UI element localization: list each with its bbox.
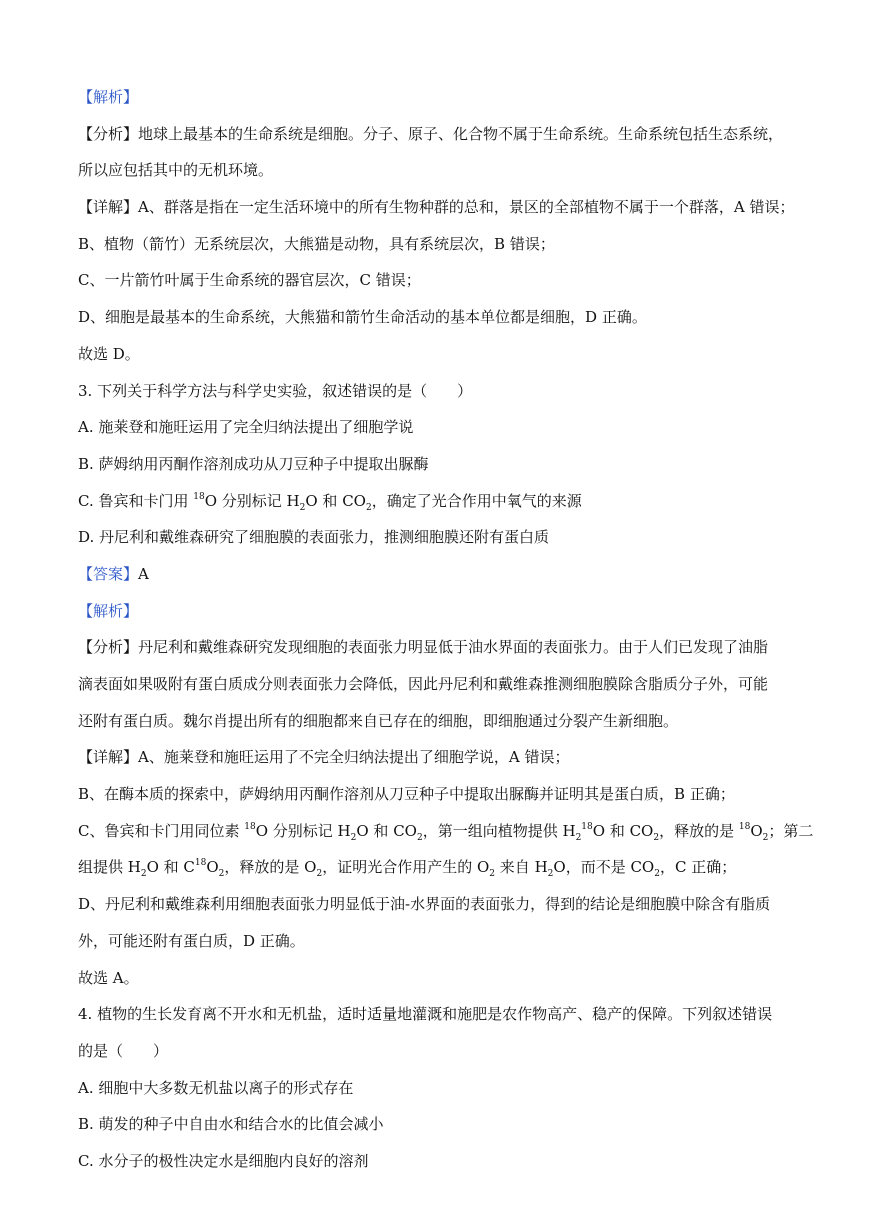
text-run: O 和 CO [592, 821, 654, 840]
text-run: O 分别标记 H [204, 491, 300, 510]
subscript: 2 [762, 832, 769, 843]
fenxi-tag: 【分析】 [78, 124, 139, 143]
subscript: 2 [140, 869, 147, 880]
superscript: 18 [194, 858, 207, 869]
xiangjie-tag: 【详解】 [78, 748, 139, 767]
option-c: C. 水分子的极性决定水是细胞内良好的溶剂 [78, 1151, 369, 1170]
subscript: 2 [365, 502, 372, 513]
text-run: ，证明光合作用产生的 O [322, 858, 490, 877]
question-stem: 的是（ ） [78, 1041, 169, 1060]
fenxi-text: 丹尼利和戴维森研究发现细胞的表面张力明显低于油水界面的表面张力。由于人们已发现了油脂 [138, 638, 769, 657]
detail-text: A、群落是指在一定生活环境中的所有生物种群的总和，景区的全部植物不属于一个群落，A 错误； [138, 198, 795, 217]
detail-text: A、施莱登和施旺运用了不完全归纳法提出了细胞学说，A 错误； [138, 748, 570, 767]
detail-line: 外，可能还附有蛋白质，D 正确。 [78, 931, 305, 950]
text-run: O 分别标记 H [255, 821, 351, 840]
detail-line: D、细胞是最基本的生命系统，大熊猫和箭竹生命活动的基本单位都是细胞，D 正确。 [78, 308, 647, 327]
detail-line: B、在酶本质的探索中，萨姆纳用丙酮作溶剂从刀豆种子中提取出脲酶并证明其是蛋白质，B 正确； [78, 785, 735, 804]
text-run: O [750, 821, 763, 840]
question-stem: 4. 植物的生长发育离不开水和无机盐，适时适量地灌溉和施肥是农作物高产、稳产的保障。下列叙述错误 [78, 1005, 773, 1024]
fenxi-tag: 【分析】 [78, 638, 139, 657]
fenxi-text: 地球上最基本的生命系统是细胞。分子、原子、化合物不属于生命系统。生命系统包括生态系统， [138, 124, 784, 143]
subscript: 2 [653, 832, 660, 843]
text-run: O，而不是 CO [553, 858, 655, 877]
text-run: ，释放的是 [659, 821, 739, 840]
detail-line: D、丹尼利和戴维森利用细胞表面张力明显低于油-水界面的表面张力，得到的结论是细胞膜中除含有脂质 [78, 895, 771, 914]
text-run: ，第一组向植物提供 H [422, 821, 576, 840]
subscript: 2 [547, 869, 554, 880]
option-b: B. 萨姆纳用丙酮作溶剂成功从刀豆种子中提取出脲酶 [78, 454, 429, 473]
text-run: ，确定了光合作用中氧气的来源 [371, 491, 582, 510]
detail-line [78, 196, 796, 218]
text-run: ；第二 [768, 821, 814, 840]
detail-line [78, 820, 814, 843]
text-run: C、鲁宾和卡门用同位素 [78, 821, 245, 840]
detail-line [78, 746, 796, 768]
option-d: D. 丹尼利和戴维森研究了细胞膜的表面张力，推测细胞膜还附有蛋白质 [78, 528, 550, 547]
superscript: 18 [581, 821, 593, 832]
subscript: 2 [654, 869, 660, 880]
subscript: 2 [316, 869, 323, 880]
detail-line: C、一片箭竹叶属于生命系统的器官层次，C 错误； [78, 271, 421, 290]
text-run: O 和 C [146, 858, 195, 877]
fenxi-paragraph-line: 滴表面如果吸附有蛋白质成分则表面张力会降低，因此丹尼利和戴维森推测细胞膜除含脂质分子外，可能 [78, 675, 769, 693]
xiangjie-tag: 【详解】 [78, 198, 139, 217]
text-run: C. 鲁宾和卡门用 [78, 491, 194, 510]
superscript: 18 [244, 821, 256, 832]
subscript: 2 [575, 832, 582, 843]
superscript: 18 [738, 821, 751, 832]
fenxi-paragraph-line: 所以应包括其中的无机环境。 [78, 161, 274, 180]
subscript: 2 [489, 869, 496, 880]
text-run: ，释放的是 O [224, 858, 317, 877]
choice-line: 故选 A。 [78, 968, 139, 987]
fenxi-paragraph-line [78, 123, 796, 145]
subscript: 2 [299, 502, 306, 513]
question-stem: 3. 下列关于科学方法与科学史实验，叙述错误的是（ ） [78, 381, 473, 400]
text-run: O 和 CO [305, 491, 366, 510]
subscript: 2 [416, 832, 423, 843]
subscript: 2 [218, 869, 225, 880]
text-run: O [206, 858, 219, 877]
text-run: O 和 CO [356, 821, 417, 840]
fenxi-paragraph-line: 还附有蛋白质。魏尔肖提出所有的细胞都来自已存在的细胞，即细胞通过分裂产生新细胞。 [78, 711, 679, 730]
text-run: 组提供 H [78, 858, 141, 877]
daan-tag: 【答案】 [78, 564, 139, 583]
answer-value: A [138, 564, 149, 583]
jiexi-tag: 【解析】 [78, 88, 139, 106]
document-body [78, 86, 814, 1187]
jiexi-tag: 【解析】 [78, 601, 139, 620]
jiexi-heading [78, 86, 796, 108]
text-run: 来自 H [495, 858, 548, 877]
choice-line: 故选 D。 [78, 344, 140, 363]
jiexi-heading [78, 600, 796, 622]
subscript: 2 [350, 832, 357, 843]
answer-line [78, 563, 796, 585]
detail-line: B、植物（箭竹）无系统层次，大熊猫是动物，具有系统层次，B 错误； [78, 234, 555, 253]
option-a: A. 施莱登和施旺运用了完全归纳法提出了细胞学说 [78, 418, 414, 437]
option-b: B. 萌发的种子中自由水和结合水的比值会减小 [78, 1115, 384, 1134]
option-c [78, 490, 796, 512]
text-run: ，C 正确； [659, 858, 737, 877]
detail-line [78, 856, 796, 878]
option-a: A. 细胞中大多数无机盐以离子的形式存在 [78, 1078, 354, 1097]
superscript: 18 [193, 491, 205, 502]
fenxi-paragraph-line [78, 636, 796, 658]
